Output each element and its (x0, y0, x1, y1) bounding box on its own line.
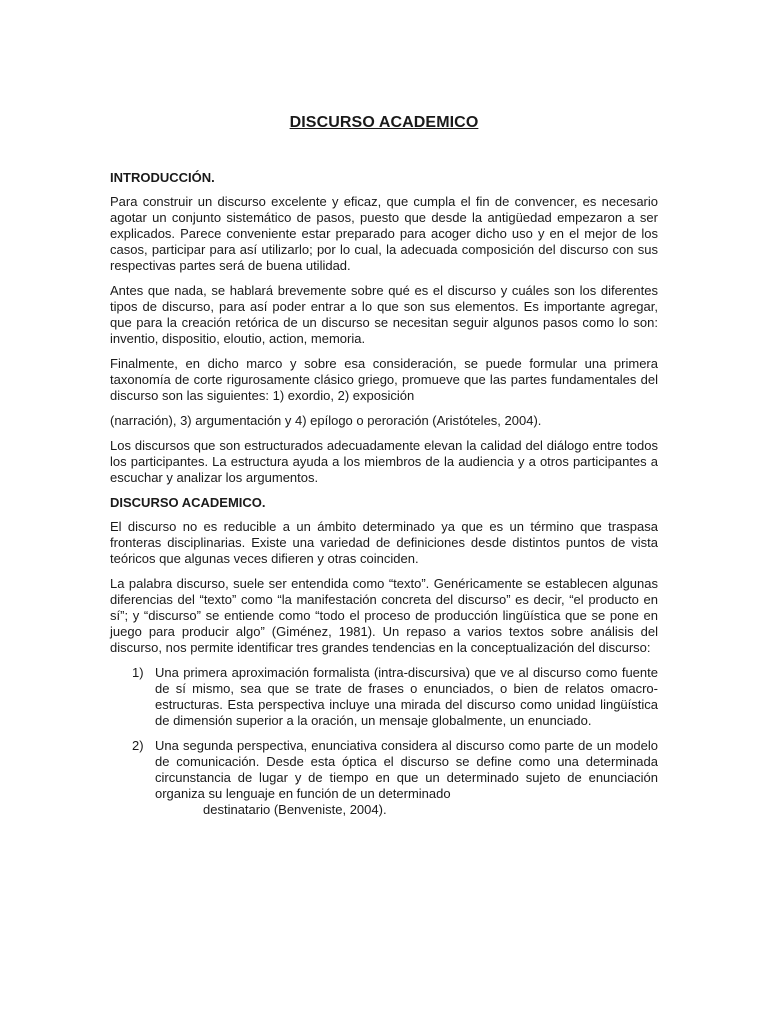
paragraph: Finalmente, en dicho marco y sobre esa consideración, se puede formular una primera taxonomía de corte rigurosamente clásico griego, promueve que las partes fundamentales del discurso son las siguientes: 1) exordio, 2) exposición (110, 356, 658, 403)
list-item-number: 1) (132, 665, 144, 680)
list-item (110, 738, 658, 818)
list-item-text: Una primera aproximación formalista (intra-discursiva) que ve al discurso como fuente de sí mismo, sea que se trate de frases o enunciados, o bien de relatos omacro- estructuras. Esta perspectiva incluye una mirada del discurso como unidad lingüística de dimensión superior a la oración, un mensaje globalmente, un enunciado. (155, 665, 658, 728)
paragraph: Los discursos que son estructurados adecuadamente elevan la calidad del diálogo entre todos los participantes. La estructura ayuda a los miembros de la audiencia y a otros participantes a escuchar y analizar los argumentos. (110, 438, 658, 485)
section-heading-introduccion: INTRODUCCIÓN. (110, 170, 215, 185)
numbered-list (110, 665, 658, 818)
paragraph: La palabra discurso, suele ser entendida como “texto”. Genéricamente se establecen algunas diferencias del “texto” como “la manifestación concreta del discurso” es decir, “el producto en sí”; y “discurso” se entiende como “todo el proceso de producción lingüística que se pone en juego para producir algo” (Giménez, 1981). Un repaso a varios textos sobre análisis del discurso, nos permite identificar tres grandes tendencias en la conceptualización del discurso: (110, 576, 658, 655)
paragraph: Para construir un discurso excelente y eficaz, que cumpla el fin de convencer, es necesario agotar un conjunto sistemático de pasos, puesto que desde la antigüedad empezaron a ser explicados. Parece conveniente estar preparado para acoger dicho uso y en el mejor de los casos, participar para así utilizarlo; por lo cual, la adecuada composición del discurso con sus respectivas partes será de buena utilidad. (110, 194, 658, 273)
paragraph: El discurso no es reducible a un ámbito determinado ya que es un término que traspasa fronteras disciplinarias. Existe una variedad de definiciones desde distintos puntos de vista teóricos que algunas veces difieren y otras coinciden. (110, 519, 658, 566)
document-body (110, 170, 658, 827)
document-title: DISCURSO ACADEMICO (289, 114, 479, 131)
paragraph: Antes que nada, se hablará brevemente sobre qué es el discurso y cuáles son los diferentes tipos de discurso, para así poder entrar a lo que son sus elementos. Es importante agregar, que para la creación retórica de un discurso se necesitan seguir algunos pasos como lo son: inventio, dispositio, eloutio, action, memoria. (110, 283, 658, 346)
list-item-text: Una segunda perspectiva, enunciativa considera al discurso como parte de un modelo de comunicación. Desde esta óptica el discurso se define como una determinada circunstancia de lugar y de tiempo en que un determinado sujeto de enunciación organiza su lenguaje en función de un determinado (155, 738, 658, 801)
list-item-number: 2) (132, 738, 144, 753)
list-item (110, 665, 658, 729)
section-heading-discurso-academico: DISCURSO ACADEMICO. (110, 495, 266, 510)
list-item-tail: destinatario (Benveniste, 2004). (203, 802, 387, 817)
paragraph: (narración), 3) argumentación y 4) epílogo o peroración (Aristóteles, 2004). (110, 413, 542, 428)
